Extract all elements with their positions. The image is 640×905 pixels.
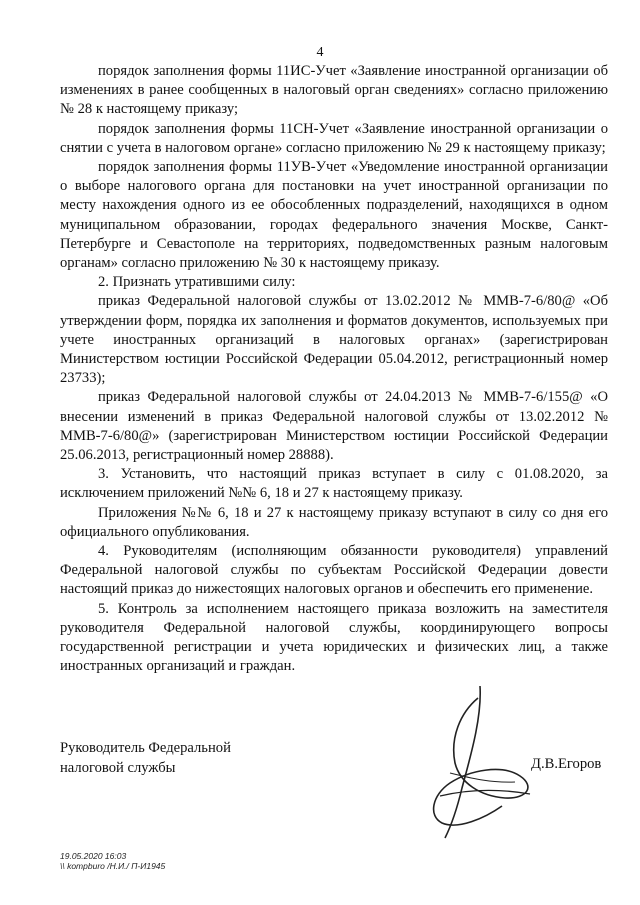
footer-file-reference: \\ kompburo /Н.И./ П-И1945 bbox=[60, 861, 166, 871]
paragraph-form-11uv: порядок заполнения формы 11УВ-Учет «Уведомление иностранной организации о выборе налогового органа для постановки на учет иностранной организации по месту нахождения одного из ее обособленных подразделений, находящихся в одном муниципальном образовании, городах федерального значения Москве, Санкт-Петербурге и Севастополе на территориях, подведомственных разным налоговым органам» согласно приложению № 30 к настоящему приказу. bbox=[60, 159, 608, 272]
paragraph-order-2013: приказ Федеральной налоговой службы от 24.04.2013 № ММВ-7-6/155@ «О внесении изменений в приказ Федеральной налоговой службы от 13.02.2012 № ММВ-7-6/80@» (зарегистрирован Министерством юстиции Российской Федерации 25.06.2013, регистрационный номер 28888). bbox=[60, 389, 608, 464]
handwritten-signature bbox=[410, 678, 540, 848]
paragraph-item-2: 2. Признать утратившими силу: bbox=[98, 274, 296, 291]
paragraph-appendices: Приложения №№ 6, 18 и 27 к настоящему приказу вступают в силу со дня его официального опубликования. bbox=[60, 504, 608, 540]
signer-title-line-2: налоговой службы bbox=[60, 760, 176, 776]
paragraph-item-4: 4. Руководителям (исполняющим обязанности руководителя) управлений Федеральной налоговой службы по субъектам Российской Федерации довести настоящий приказ до нижестоящих налоговых органов и обеспечить его применение. bbox=[60, 543, 608, 598]
signature-block bbox=[60, 738, 608, 848]
paragraph-form-11sn: порядок заполнения формы 11СН-Учет «Заявление иностранной организации о снятии с учета в налоговом органе» согласно приложению № 29 к настоящему приказу; bbox=[60, 120, 608, 156]
signer-title-line-1: Руководитель Федеральной bbox=[60, 740, 231, 756]
signer-name: Д.В.Егоров bbox=[531, 756, 602, 772]
page-number: 4 bbox=[316, 45, 324, 60]
paragraph-form-11is: порядок заполнения формы 11ИС-Учет «Заявление иностранной организации об изменениях в ранее сообщенных в налоговый орган сведениях» согласно приложению № 28 к настоящему приказу; bbox=[60, 63, 608, 118]
document-footer bbox=[60, 851, 165, 871]
document-body bbox=[60, 62, 608, 677]
paragraph-item-3: 3. Установить, что настоящий приказ вступает в силу с 01.08.2020, за исключением приложений №№ 6, 18 и 27 к настоящему приказу. bbox=[60, 466, 608, 502]
paragraph-item-5: 5. Контроль за исполнением настоящего приказа возложить на заместителя руководителя Федеральной налоговой службы, координирующего вопросы государственной регистрации и учета юридических и физических лиц, а также иностранных организаций и граждан. bbox=[60, 600, 608, 675]
footer-timestamp: 19.05.2020 16:03 bbox=[60, 851, 127, 861]
paragraph-order-2012: приказ Федеральной налоговой службы от 13.02.2012 № ММВ-7-6/80@ «Об утверждении форм, порядка их заполнения и форматов документов, используемых при учете иностранных организаций в налоговых органах» (зарегистрирован Министерством юстиции Российской Федерации 05.04.2012, регистрационный номер 23733); bbox=[60, 293, 608, 387]
signer-title bbox=[60, 738, 300, 778]
